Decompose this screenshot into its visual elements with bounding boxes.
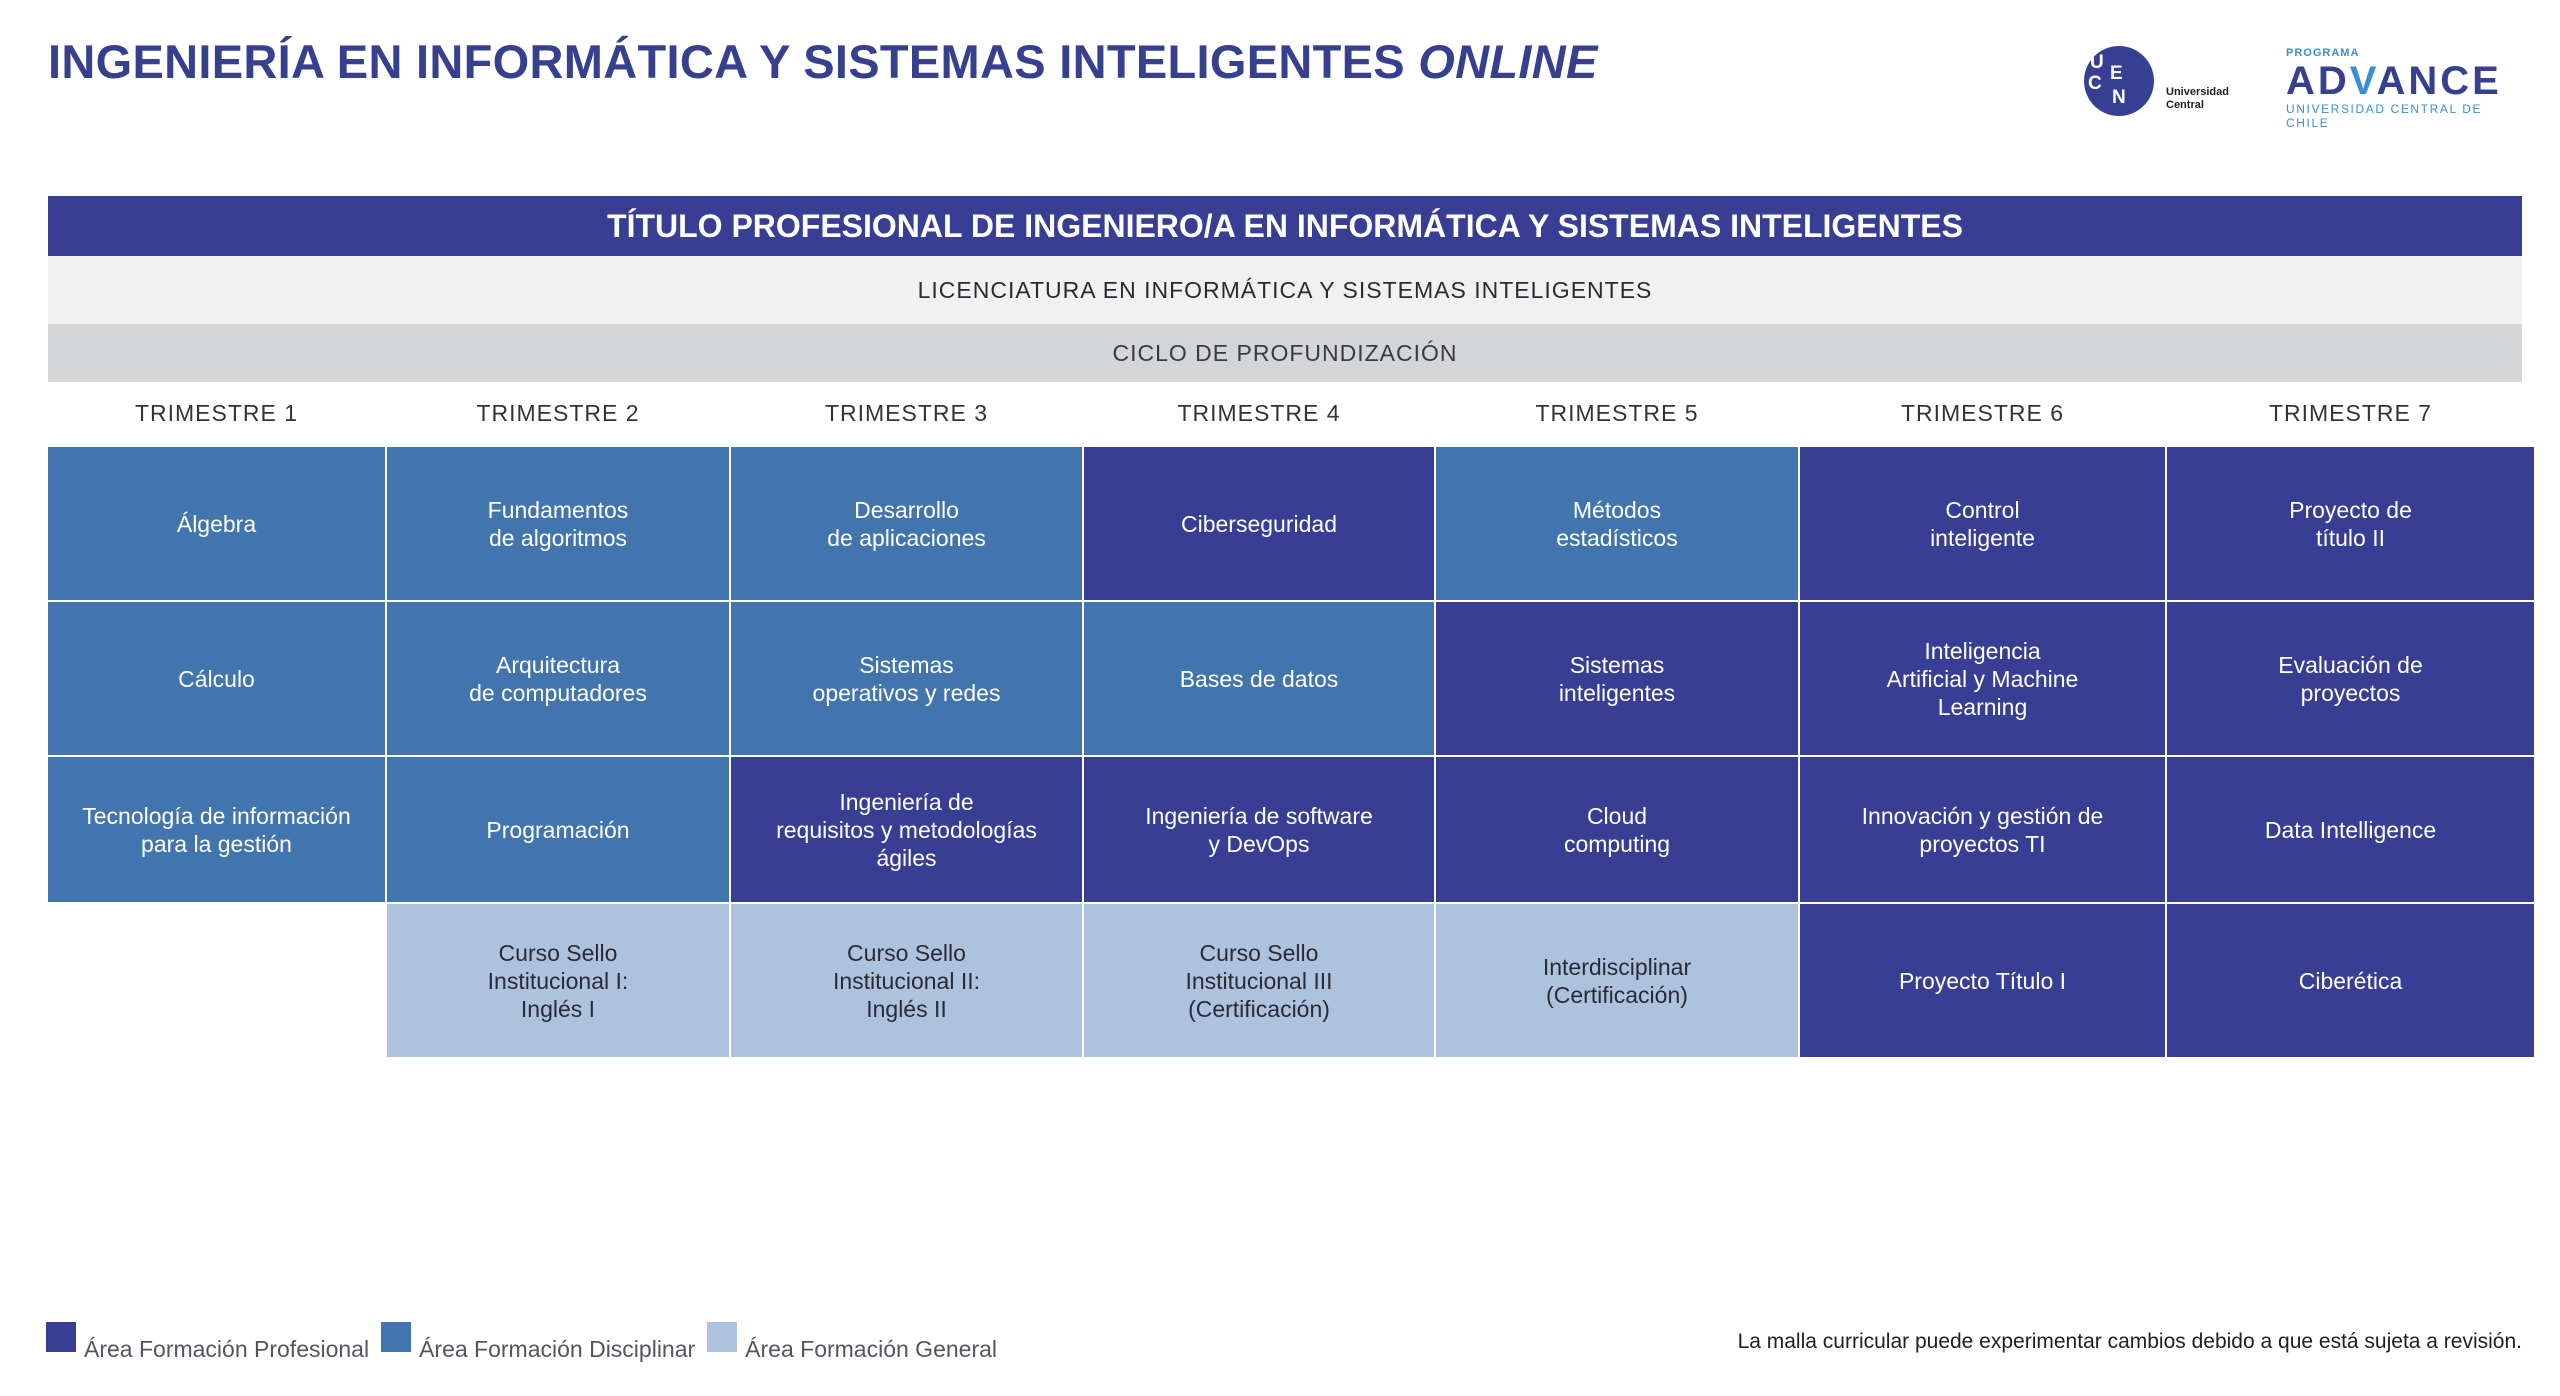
course-cell: Ingeniería de software y DevOps (1084, 757, 1434, 902)
course-cell: Álgebra (48, 447, 385, 600)
legend-swatch (381, 1322, 411, 1352)
curriculum-disclaimer: La malla curricular puede experimentar cambios debido a que está sujeta a revisión. (1737, 1330, 2522, 1353)
ucen-letter-c: C (2088, 73, 2102, 94)
page-title-modality: ONLINE (1418, 35, 1598, 88)
course-cell: Ciberética (2167, 904, 2534, 1057)
course-cell: Evaluación de proyectos (2167, 602, 2534, 755)
advance-logo (2286, 46, 2530, 130)
ucen-letter-u: U (2090, 52, 2104, 73)
ucen-logo-text-line2: Central (2166, 99, 2204, 111)
page-title-main: INGENIERÍA EN INFORMÁTICA Y SISTEMAS INTELIGENTES (48, 35, 1405, 88)
course-cell: Control inteligente (1800, 447, 2165, 600)
licenciatura-band: LICENCIATURA EN INFORMÁTICA Y SISTEMAS INTELIGENTES (48, 256, 2522, 324)
advance-logo-part-a: AD (2286, 59, 2350, 103)
ucen-logo-text (2166, 86, 2256, 112)
advance-logo-program: PROGRAMA (2286, 47, 2360, 59)
course-cell: Curso Sello Institucional III (Certificación) (1084, 904, 1434, 1057)
curriculum-grid (48, 382, 2522, 1057)
course-cell: Proyecto de título II (2167, 447, 2534, 600)
course-cell: Desarrollo de aplicaciones (731, 447, 1082, 600)
course-cell: Sistemas operativos y redes (731, 602, 1082, 755)
empty-cell (48, 904, 385, 1057)
advance-logo-university: UNIVERSIDAD CENTRAL DE CHILE (2286, 102, 2483, 130)
page-title (48, 34, 1598, 89)
legend-item-profesional (46, 1322, 369, 1363)
ucen-logo-text-line1: Universidad (2166, 86, 2229, 98)
term-header: TRIMESTRE 3 (731, 382, 1082, 445)
course-cell: Programación (387, 757, 729, 902)
legend-label: Área Formación Disciplinar (419, 1336, 696, 1362)
legend-item-general (707, 1322, 997, 1363)
term-header: TRIMESTRE 7 (2167, 382, 2534, 445)
term-header: TRIMESTRE 5 (1436, 382, 1798, 445)
legend-item-disciplinar (381, 1322, 695, 1363)
legend-swatch (46, 1322, 76, 1352)
ucen-letter-e: E (2110, 63, 2123, 84)
curriculum-table (48, 196, 2522, 1057)
legend-swatch (707, 1322, 737, 1352)
advance-logo-part-b: ANCE (2376, 59, 2502, 103)
course-cell: Inteligencia Artificial y Machine Learning (1800, 602, 2165, 755)
course-cell: Data Intelligence (2167, 757, 2534, 902)
ucen-logo-circle (2084, 46, 2154, 116)
term-header: TRIMESTRE 2 (387, 382, 729, 445)
course-cell: Sistemas inteligentes (1436, 602, 1798, 755)
course-cell: Curso Sello Institucional II: Inglés II (731, 904, 1082, 1057)
course-cell: Innovación y gestión de proyectos TI (1800, 757, 2165, 902)
course-cell: Ciberseguridad (1084, 447, 1434, 600)
course-cell: Fundamentos de algoritmos (387, 447, 729, 600)
ucen-logo (2084, 44, 2249, 118)
course-cell: Ingeniería de requisitos y metodologías ágiles (731, 757, 1082, 902)
ciclo-band: CICLO DE PROFUNDIZACIÓN (48, 324, 2522, 382)
course-cell: Curso Sello Institucional I: Inglés I (387, 904, 729, 1057)
course-cell: Arquitectura de computadores (387, 602, 729, 755)
course-cell: Cálculo (48, 602, 385, 755)
legend-label: Área Formación Profesional (84, 1336, 370, 1362)
area-legend (46, 1322, 1009, 1363)
advance-logo-part-v: V (2349, 59, 2377, 103)
term-header: TRIMESTRE 6 (1800, 382, 2165, 445)
professional-title-band: TÍTULO PROFESIONAL DE INGENIERO/A EN INFORMÁTICA Y SISTEMAS INTELIGENTES (48, 196, 2522, 256)
course-cell: Métodos estadísticos (1436, 447, 1798, 600)
course-cell: Interdisciplinar (Certificación) (1436, 904, 1798, 1057)
term-header: TRIMESTRE 4 (1084, 382, 1434, 445)
course-cell: Tecnología de información para la gestión (48, 757, 385, 902)
course-cell: Proyecto Título I (1800, 904, 2165, 1057)
course-cell: Bases de datos (1084, 602, 1434, 755)
course-cell: Cloud computing (1436, 757, 1798, 902)
ucen-letter-n: N (2112, 87, 2126, 108)
term-header: TRIMESTRE 1 (48, 382, 385, 445)
advance-logo-wordmark (2286, 60, 2530, 102)
legend-label: Área Formación General (745, 1336, 998, 1362)
